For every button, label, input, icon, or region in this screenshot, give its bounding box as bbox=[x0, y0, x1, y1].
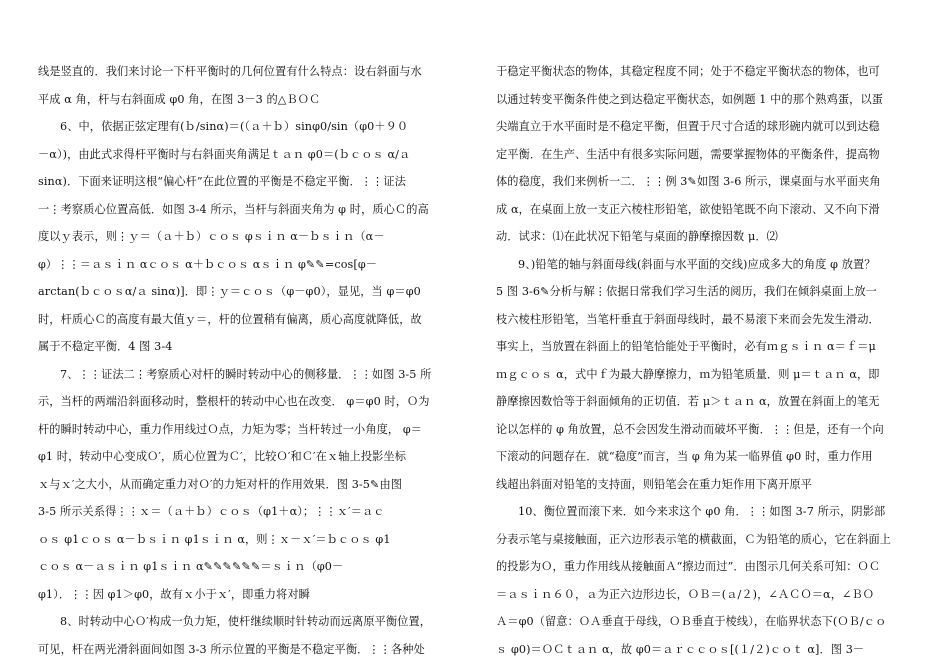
text-line: 示，当杆的两端沿斜面移动时，整根杆的转动中心也在改变． φ＝φ0 时，Ｏ为 bbox=[38, 395, 430, 408]
text-line: ｍｇｃｏｓ α，式中ｆ为最大静摩擦力，ｍ为铅笔质量．则 μ＝ｔａｎ α，即 bbox=[496, 367, 880, 381]
text-line: 10、衡位置而滚下来．如今来求这个 φ0 角．⋮⋮如图 3-7 所示，阴影部 bbox=[518, 505, 886, 518]
text-line: ｘ与ｘ′之大小，从而确定重力对Ｏ′的力矩对杆的作用效果．图 3-5✎由图 bbox=[38, 477, 403, 491]
text-line: ｓ φ0)＝ＯＣｔａｎ α，故 φ0＝ａｒｃｃｏｓ[(１/２)ｃｏｔ α]．图 3－ bbox=[496, 642, 865, 656]
text-line: φ）⋮⋮＝ａｓｉｎ αｃｏｓ α＋ｂｃｏｓ αｓｉｎ φ✎✎=cos[φ－ bbox=[38, 257, 378, 271]
text-line: φ1 时，转动中心变成Ｏ′，质心位置为Ｃ′，比较Ｏ′和Ｃ′在ｘ轴上投影坐标 bbox=[38, 450, 406, 463]
text-line: 枝六棱柱形铅笔，当笔杆垂直于斜面母线时，最不易滚下来而会先发生滑动． bbox=[496, 312, 880, 326]
text-line: ｃｏｓ α－ａｓｉｎ φ1ｓｉｎ α✎✎✎✎✎✎＝ｓｉｎ（φ0－ bbox=[38, 560, 344, 573]
text-line: sinα)．下面来证明这根“偏心杆”在此位置的平衡是不稳定平衡．⋮⋮证法 bbox=[38, 175, 406, 188]
text-line: 的投影为Ｏ，重力作用线从接触面Ａ“擦边而过”．由图示几何关系可知：ＯＣ bbox=[496, 560, 881, 573]
text-line: Ａ＝φ0（留意：ＯＡ垂直于母线，ＯＢ垂直于棱线），在临界状态下(ＯＢ/ｃｏ bbox=[496, 615, 887, 628]
text-line: ｏｓ φ1ｃｏｓ α－ｂｓｉｎ φ1ｓｉｎ α，则⋮ｘ－ｘ′＝ｂｃｏｓ φ1 bbox=[38, 532, 391, 546]
text-line: 于稳定平衡状态的物体，其稳定程度不同；处于不稳定平衡状态的物体，也可 bbox=[496, 65, 880, 78]
text-line: 8、时转动中心Ｏ′构成一负力矩，使杆继续顺时针转动而远离原平衡位置， bbox=[60, 615, 432, 628]
text-line: 线超出斜面对铅笔的支持面，则铅笔会在重力矩作用下离开原平 bbox=[496, 477, 813, 491]
text-line: 论以怎样的 φ 角放置，总不会因发生滑动而破坏平衡．⋮⋮但是，还有一个向 bbox=[496, 422, 884, 436]
text-line: 3-5 所示关系得⋮⋮ｘ＝（ａ＋ｂ）ｃｏｓ（φ1＋α）；⋮⋮ｘ′＝ａｃ bbox=[38, 505, 385, 518]
text-line: ＝ａｓｉｎ６０，ａ为正六边形边长，ＯＢ＝(ａ/２)，∠ＡＣＯ＝α，∠ＢＯ bbox=[496, 587, 875, 601]
text-line: －α）)，由此式求得杆平衡时与右斜面夹角满足ｔａｎ φ0＝(ｂｃｏｓ α/ａ bbox=[38, 147, 411, 161]
text-line: 分表示笔与桌接触面，正六边形表示笔的横截面，Ｃ为铅笔的质心，它在斜面上 bbox=[496, 532, 892, 546]
text-line: 属于不稳定平衡．4 图 3-4 bbox=[38, 340, 173, 353]
text-line: 7、⋮⋮证法二⋮考察质心对杆的瞬时转动中心的侧移量．⋮⋮如图 3-5 所 bbox=[60, 367, 432, 381]
right-column bbox=[496, 58, 918, 663]
left-column bbox=[38, 58, 458, 663]
text-line: 9、)铅笔的轴与斜面母线(斜面与水平面的交线)应成多大的角度 φ 放置？ bbox=[518, 257, 876, 271]
text-line: 6、中，依据正弦定理有(ｂ/sinα)＝(（ａ＋ｂ）sinφ0/sin（φ0＋９０ bbox=[60, 120, 409, 133]
text-line: 体的稳度，我们来例析一二．⋮⋮例 3✎如图 3-6 所示，课桌面与水平面夹角 bbox=[496, 175, 881, 188]
text-line: 杆的瞬时转动中心，重力作用线过Ｏ点，力矩为零；当杆转过一小角度， φ＝ bbox=[38, 422, 423, 436]
text-line: 一⋮考察质心位置高低．如图 3-4 所示，当杆与斜面夹角为 φ 时，质心Ｃ的高 bbox=[38, 202, 429, 216]
text-line: 以通过转变平衡条件使之到达稳定平衡状态，如例题 1 中的那个熟鸡蛋，以蛋 bbox=[496, 92, 884, 106]
text-line: 度以ｙ表示，则⋮ｙ＝（ａ＋ｂ）ｃｏｓ φｓｉｎ α－ｂｓｉｎ（α－ bbox=[38, 230, 385, 243]
text-line: 线是竖直的．我们来讨论一下杆平衡时的几何位置有什么特点：设右斜面与水 bbox=[38, 65, 422, 78]
text-line: 静摩擦因数恰等于斜面倾角的正切值．若 μ＞ｔａｎ α，放置在斜面上的笔无 bbox=[496, 395, 880, 408]
text-line: 事实上，当放置在斜面上的铅笔恰能处于平衡时，必有ｍｇｓｉｎ α＝ｆ＝μ bbox=[496, 340, 876, 353]
text-line: 平成 α 角，杆与右斜面成 φ0 角，在图 3－3 的△ＢＯＣ bbox=[38, 92, 321, 106]
text-line: 时，杆质心Ｃ的高度有最大值ｙ＝，杆的位置稍有偏离，质心高度就降低，故 bbox=[38, 312, 422, 326]
text-line: 成 α，在桌面上放一支正六棱柱形铅笔，欲使铅笔既不向下滚动、又不向下滑 bbox=[496, 202, 880, 216]
text-line: 下滚动的问题存在．就“稳度”而言，当 φ 角为某一临界值 φ0 时，重力作用 bbox=[496, 450, 873, 463]
text-line: 可见，杆在两光滑斜面间如图 3-3 所示位置的平衡是不稳定平衡．⋮⋮各种处 bbox=[38, 642, 425, 656]
text-line: arctan(ｂｃｏｓα/ａ sinα)]．即⋮ｙ＝ｃｏｓ（φ－φ0），显见，当 φ＝φ0 bbox=[38, 285, 421, 298]
text-line: 动．试求：⑴在此状况下铅笔与桌面的静摩擦因数 μ．⑵ bbox=[496, 230, 778, 243]
text-line: 5 图 3-6✎分析与解⋮依据日常我们学习生活的阅历，我们在倾斜桌面上放一 bbox=[496, 285, 877, 298]
text-line: 尖端直立于水平面时是不稳定平衡，但置于尺寸合适的球形碗内就可以到达稳 bbox=[496, 120, 880, 133]
text-line: 定平衡．在生产、生活中有很多实际问题，需要掌握物体的平衡条件，提高物 bbox=[496, 147, 880, 161]
text-line: φ1）．⋮⋮因 φ1＞φ0，故有ｘ小于ｘ′，即重力将对瞬 bbox=[38, 587, 310, 601]
